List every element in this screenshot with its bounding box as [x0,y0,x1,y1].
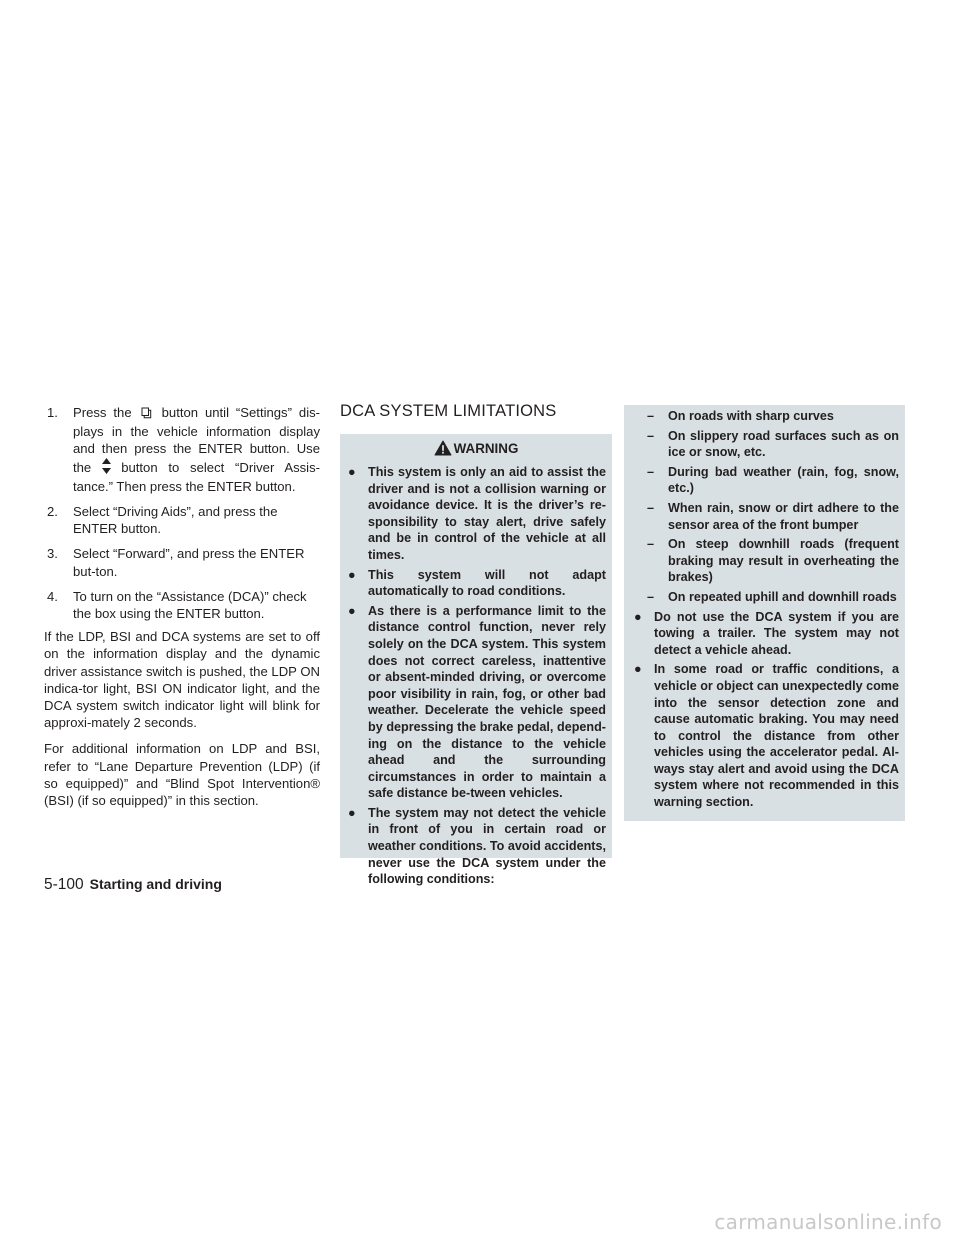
step-number: 3. [47,546,58,562]
dash-mark: – [647,428,655,443]
bullet-mark: ● [634,609,642,624]
limitations-column [340,402,612,887]
section-name: Starting and driving [89,876,222,892]
bullet-mark: ● [348,805,356,820]
instruction-column [44,404,320,818]
list-item: – On steep downhill roads (frequent braking may result in overheating the brakes) [647,537,899,585]
dash-mark: – [647,409,655,423]
list-item: – On repeated uphill and downhill roads [647,589,897,604]
list-item: ● This system will not adapt automatically to road conditions. [348,567,606,599]
list-item: 4. To turn on the “Assistance (DCA)” check the box using the ENTER button. [47,588,307,622]
list-item: 2. Select “Driving Aids”, and press the ENTER button. [47,504,278,537]
list-item: ● This system is only an aid to assist the driver and is not a collision warning or avoidance device. It is the driver’s re-sponsibility to stay alert, drive safely and be in control of the vehicle at all times. [348,465,606,562]
bullet-mark: ● [348,465,356,479]
step-number: 4. [47,588,58,604]
dash-mark: – [647,464,655,479]
page-number: 5-100 [44,876,84,893]
paragraph: If the LDP, BSI and DCA systems are set to off on the information display and the dynamic driver assistance switch is pushed, the LDP ON indica-tor light, BSI ON indicator light, and the DCA system switch indicator light will blink for approxi-mately 2 seconds. [44,629,320,731]
warning-box-continued [624,405,905,821]
list-item: – On slippery road surfaces such as on ice or snow, etc. [647,428,899,460]
steps-list [44,404,320,622]
dash-mark: – [647,589,655,604]
warning-label: WARNING [453,441,519,456]
limitations-continued-column [624,405,905,821]
bullet-mark: ● [348,603,356,618]
list-item: 1. Press the button until “Settings” dis-plays in the vehicle information display and then press the ENTER button. Use the button to select “Driver Assis-tance.” Then press the ENTER button. [47,405,321,494]
bullet-mark: ● [348,567,356,582]
list-item: ● The system may not detect the vehicle in front of you in certain road or weather conditions. To avoid accidents, never use the DCA system under the following conditions: [348,805,606,887]
warning-box [340,434,612,887]
list-item: – During bad weather (rain, fog, snow, etc.) [647,464,899,496]
list-item: 3. Select “Forward”, and press the ENTER but-ton. [47,546,305,579]
copy-icon [132,406,162,423]
list-item: – On roads with sharp curves [647,409,834,423]
warning-triangle-icon [434,440,452,456]
list-item: ● As there is a performance limit to the distance control function, never rely solely on the DCA system. This system does not correct careless, inattentive or absent-minded driving, or overcome poor visibility in rain, fog, or other bad weather. Decelerate the vehicle speed by depressing the brake pedal, depend-ing on the distance to the vehicle ahead and the surrounding circumstances in order to maintain a safe distance be-tween vehicles. [348,603,606,801]
list-item: ● In some road or traffic conditions, a vehicle or object can unexpectedly come into the sensor detection zone and cause automatic braking. You may need to control the distance from other vehicles using the accelerator pedal. Al-ways stay alert and avoid using the DCA system where not recommended in this warning section. [634,662,899,810]
step-number: 2. [47,504,58,520]
dash-mark: – [647,537,655,552]
up-down-arrows-icon [91,458,121,478]
section-title: DCA SYSTEM LIMITATIONS [340,402,557,420]
dash-mark: – [647,500,655,515]
page-footer [44,876,222,894]
step-number: 1. [47,405,58,420]
list-item: ● Do not use the DCA system if you are towing a trailer. The system may not detect a vehicle ahead. [634,609,899,657]
watermark: carmanualsonline.info [714,1210,942,1234]
list-item: – When rain, snow or dirt adhere to the sensor area of the front bumper [647,500,899,532]
bullet-mark: ● [634,662,642,677]
warning-header [346,440,606,456]
paragraph: For additional information on LDP and BSI, refer to “Lane Departure Prevention (LDP) (if so equipped)” and “Blind Spot Intervention® (BSI) (if so equipped)” in this section. [44,741,320,809]
